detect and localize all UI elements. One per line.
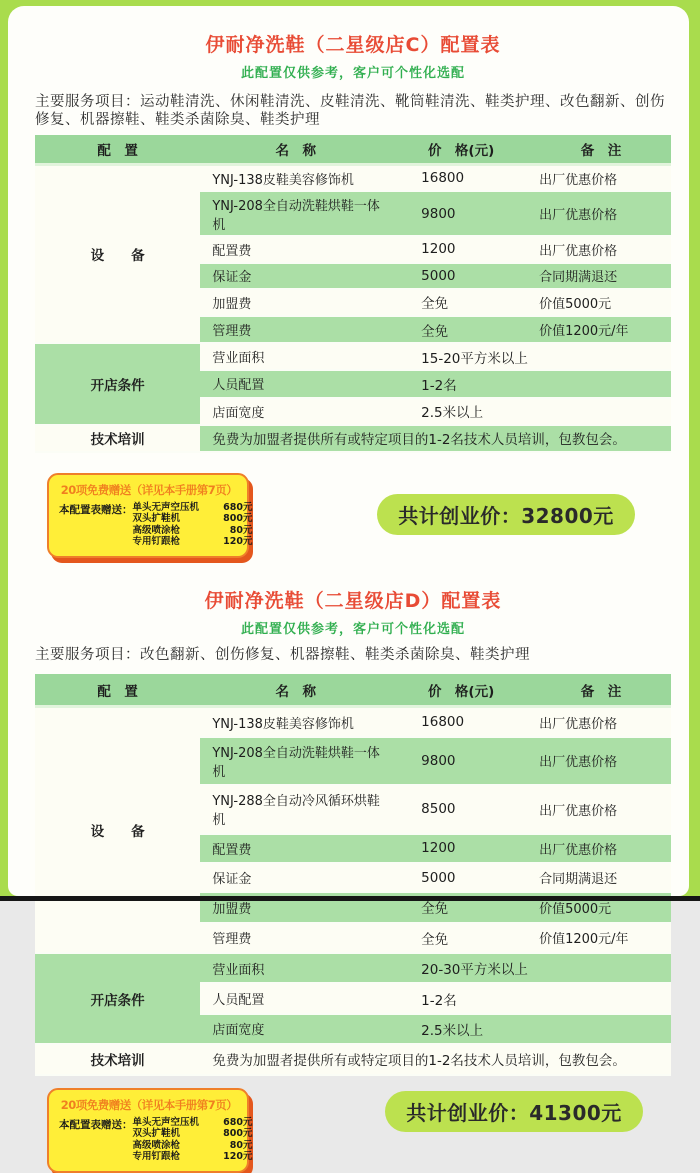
gift-box-c	[47, 473, 253, 558]
section-store-c	[8, 6, 689, 558]
cell-price: 9800	[391, 737, 531, 785]
bottom-row-d	[35, 1088, 671, 1173]
col-header-name: 名 称	[200, 674, 391, 707]
table-row	[35, 1044, 671, 1074]
cell-price: 全免	[391, 923, 531, 953]
cell-name: 营业面积	[200, 343, 391, 370]
cell-name: 人员配置	[200, 370, 391, 397]
cell-name: 店面宽度	[200, 1014, 391, 1044]
cell-price: 5000	[391, 863, 531, 892]
cell-note: 价值5000元	[531, 892, 671, 922]
cell-name: 店面宽度	[200, 398, 391, 425]
gift-item-price: 800元	[223, 1128, 253, 1139]
gift-item-name: 专用钉跟枪	[132, 536, 181, 548]
cell-note: 价值1200元/年	[531, 316, 671, 343]
services-label: 主要服务项目：	[35, 646, 140, 663]
gift-items	[133, 1117, 253, 1163]
cell-name: 保证金	[200, 263, 391, 289]
gift-item-name: 单头无声空压机	[132, 501, 200, 513]
gift-item	[133, 1117, 253, 1129]
total-price-pill-d: 共计创业价：41300元	[385, 1091, 643, 1132]
cell-note: 出厂优惠价格	[531, 707, 671, 737]
cell-note	[531, 1014, 671, 1044]
col-header-note: 备 注	[531, 674, 671, 707]
cell-name: 加盟费	[200, 892, 391, 922]
gift-item-name: 单头无声空压机	[132, 1116, 200, 1128]
cell-price: 16800	[391, 165, 531, 192]
table-header-row	[35, 674, 671, 707]
cell-name: 配置费	[200, 834, 391, 863]
col-header-name: 名 称	[200, 135, 391, 165]
cell-price: 1200	[391, 834, 531, 863]
cell-name: 管理费	[200, 923, 391, 953]
gift-item-price: 120元	[223, 1151, 253, 1162]
cell-name: 配置费	[200, 236, 391, 262]
cell-name: YNJ-288全自动冷风循环烘鞋机	[200, 785, 391, 833]
table-row	[35, 425, 671, 452]
gift-item-price: 120元	[223, 536, 253, 548]
section-store-d	[8, 558, 689, 1173]
cell-note	[531, 398, 671, 425]
col-header-price: 价 格(元)	[391, 674, 531, 707]
scan-bottom-edge	[0, 896, 700, 901]
gift-box-title: 20项免费赠送（详见本手册第7页）	[60, 1097, 238, 1112]
cell-price: 2.5米以上	[391, 1014, 531, 1044]
cell-note: 价值5000元	[531, 289, 671, 316]
gift-item	[133, 502, 253, 514]
cell-note: 出厂优惠价格	[531, 165, 671, 192]
cell-training-text: 免费为加盟者提供所有或特定项目的1-2名技术人员培训，包教包会。	[200, 425, 671, 452]
cell-note: 出厂优惠价格	[531, 834, 671, 863]
config-table-d	[35, 674, 671, 1075]
cell-price: 1-2名	[391, 983, 531, 1013]
gift-item	[133, 525, 253, 537]
total-price-pill-c: 共计创业价：32800元	[377, 494, 635, 535]
group-cell-conditions: 开店条件	[35, 953, 200, 1044]
col-header-config: 配 置	[35, 135, 200, 165]
gift-item-name: 双头扩鞋机	[132, 513, 181, 525]
gift-item-name: 专用钉跟枪	[132, 1151, 181, 1162]
cell-name: YNJ-208全自动洗鞋烘鞋一体机	[200, 737, 391, 785]
cell-note: 合同期满退还	[531, 863, 671, 892]
gift-item-name: 高级喷涂枪	[132, 1139, 181, 1151]
gift-item	[133, 1128, 253, 1140]
gift-item	[133, 536, 253, 548]
cell-price: 5000	[391, 263, 531, 289]
gift-item	[133, 1140, 253, 1152]
cell-note: 出厂优惠价格	[531, 785, 671, 833]
cell-price: 20-30平方米以上	[391, 953, 531, 983]
cell-training-text: 免费为加盟者提供所有或特定项目的1-2名技术人员培训，包教包会。	[200, 1044, 671, 1074]
cell-name: YNJ-208全自动洗鞋烘鞋一体机	[200, 191, 391, 236]
cell-name: 加盟费	[200, 289, 391, 316]
gift-item-price: 680元	[223, 1116, 253, 1128]
group-cell-training: 技术培训	[35, 425, 200, 452]
table-row	[35, 953, 671, 983]
page-title-c: 伊耐净洗鞋（二星级店C）配置表	[205, 34, 501, 56]
services-line-d	[35, 647, 671, 665]
group-cell-equipment: 设 备	[35, 165, 200, 344]
cell-price: 15-20平方米以上	[391, 343, 531, 370]
cell-note: 出厂优惠价格	[531, 737, 671, 785]
cell-note	[531, 370, 671, 397]
page-content	[8, 6, 689, 1162]
cell-price: 全免	[391, 289, 531, 316]
config-table-c	[35, 135, 671, 453]
group-cell-conditions: 开店条件	[35, 343, 200, 425]
gift-item	[133, 1151, 253, 1163]
cell-price: 1-2名	[391, 370, 531, 397]
group-cell-training: 技术培训	[35, 1044, 200, 1074]
col-header-price: 价 格(元)	[391, 135, 531, 165]
cell-price: 2.5米以上	[391, 398, 531, 425]
page-title-d: 伊耐净洗鞋（二星级店D）配置表	[204, 589, 502, 612]
gift-item-price: 80元	[229, 524, 253, 536]
cell-name: 保证金	[200, 863, 391, 892]
bottom-row-c	[35, 473, 671, 558]
gift-items	[133, 502, 253, 548]
cell-note	[531, 953, 671, 983]
gift-item	[133, 513, 253, 525]
gift-box-label: 本配置表赠送：	[59, 1118, 133, 1131]
gift-item-price: 800元	[223, 513, 253, 525]
table-row	[35, 343, 671, 370]
group-cell-equipment: 设 备	[35, 707, 200, 953]
gift-box-body	[59, 1116, 253, 1163]
services-label: 主要服务项目：	[35, 94, 140, 110]
table-row	[35, 165, 671, 192]
gift-box-title: 20项免费赠送（详见本手册第7页）	[60, 482, 238, 497]
services-line-c	[35, 94, 671, 129]
table-row	[35, 707, 671, 737]
cell-note: 出厂优惠价格	[531, 236, 671, 262]
table-header-row	[35, 135, 671, 165]
cell-name: YNJ-138皮鞋美容修饰机	[200, 165, 391, 192]
gift-item-price: 680元	[223, 501, 253, 513]
cell-name: 营业面积	[200, 953, 391, 983]
cell-price: 1200	[391, 236, 531, 262]
cell-price: 9800	[391, 191, 531, 236]
cell-note: 价值1200元/年	[531, 923, 671, 953]
gift-item-name: 双头扩鞋机	[132, 1128, 181, 1139]
gift-item-name: 高级喷涂枪	[132, 524, 181, 536]
cell-name: 管理费	[200, 316, 391, 343]
gift-box-body	[59, 501, 253, 548]
col-header-note: 备 注	[531, 135, 671, 165]
cell-price: 全免	[391, 892, 531, 922]
subtitle-c: 此配置仅供参考，客户可个性化选配	[240, 66, 465, 81]
gift-box-label: 本配置表赠送：	[59, 503, 133, 516]
services-list: 改色翻新、创伤修复、机器擦鞋、鞋类杀菌除臭、鞋类护理	[140, 646, 530, 663]
cell-note	[531, 343, 671, 370]
cell-note: 合同期满退还	[531, 263, 671, 289]
gift-box-d	[47, 1088, 253, 1173]
subtitle-d: 此配置仅供参考，客户可个性化选配	[240, 621, 465, 637]
cell-price: 8500	[391, 785, 531, 833]
cell-price: 16800	[391, 707, 531, 737]
gift-item-price: 80元	[229, 1139, 253, 1151]
services-list: 运动鞋清洗、休闲鞋清洗、皮鞋清洗、靴筒鞋清洗、鞋类护理、改色翻新、创伤修复、机器擦鞋、鞋类杀菌除臭、鞋类护理	[35, 94, 665, 128]
cell-note: 出厂优惠价格	[531, 191, 671, 236]
cell-name: 人员配置	[200, 983, 391, 1013]
col-header-config: 配 置	[35, 674, 200, 707]
cell-price: 全免	[391, 316, 531, 343]
cell-note	[531, 983, 671, 1013]
cell-name: YNJ-138皮鞋美容修饰机	[200, 707, 391, 737]
